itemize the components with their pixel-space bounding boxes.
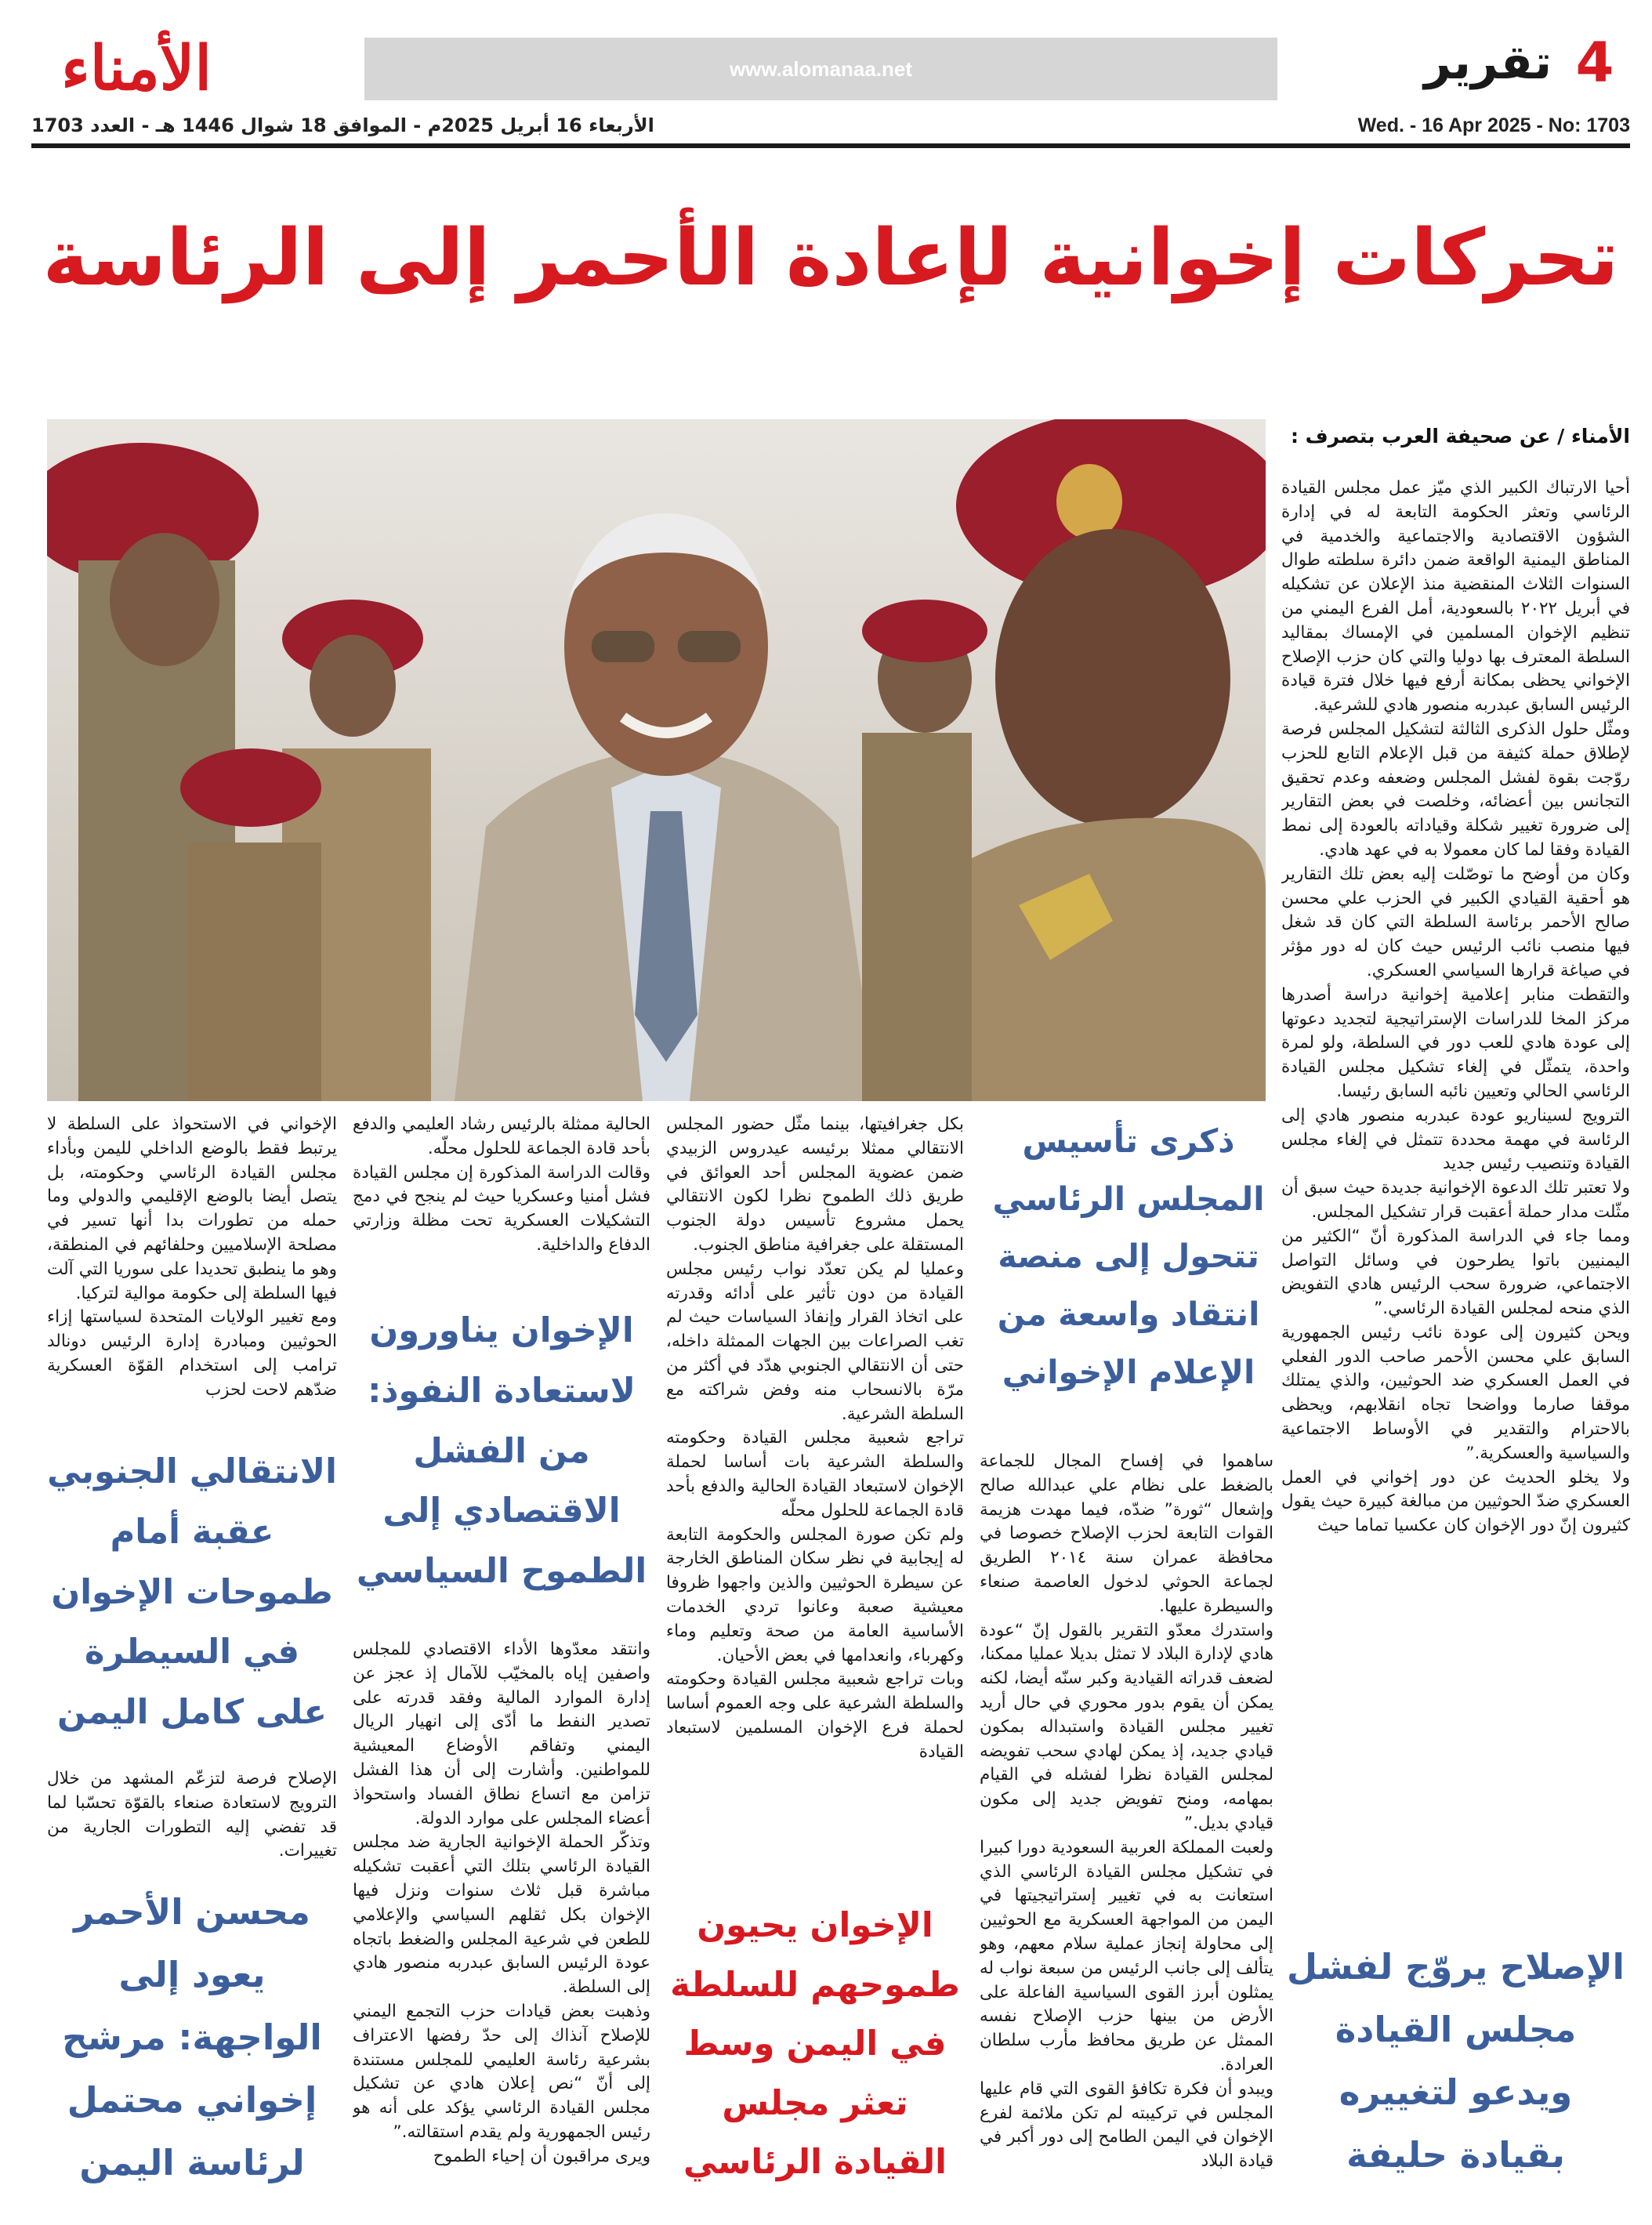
article-paragraph: ومثّل حلول الذكرى الثالثة لتشكيل المجلس فرصة لإطلاق حملة كثيفة من قبل الإعلام التابع للحزب روّجت بقوة لفشل المجلس وضعفه وعدم تحقيق التجانس بين أعضائه، وخلصت في بعض التقارير إلى ضرورة تغيير شكلة وقياداته بالعودة إلى نمط القيادة وفقا لما كان معمولا به في عهد هادي. <box>1281 719 1630 860</box>
website-url[interactable]: www.alomanaa.net <box>729 57 913 81</box>
news-photo-icon <box>47 419 1266 1101</box>
article-column-3 <box>666 1113 964 1889</box>
article-paragraph: ساهموا في إفساح المجال للجماعة بالضغط على نظام علي عبدالله صالح وإشعال “ثورة” ضدّه، فيما مهدت هزيمة القوات التابعة لحزب الإصلاح خصوصا في محافظة عمران سنة ٢٠١٤ الطريق لجماعة الحوثي لدخول العاصمة صنعاء والسيطرة عليها. <box>980 1451 1273 1616</box>
article-paragraph: وانتقد معدّوها الأداء الاقتصادي للمجلس واصفين إياه بالمخيّب للآمال إذ عجز عن إدارة الموارد المالية وفقد قدرته على تصدير النفط ما أدّى إلى انهيار الريال اليمني وتفاقم الأوضاع المعيشية للمواطنين. وأشارت إلى أن هذا الفشل تزامن مع اتساع نطاق الفساد واستحواذ أعضاء المجلس على موارد الدولة. <box>353 1640 650 1828</box>
article-paragraph: وتذكّر الحملة الإخوانية الجارية ضد مجلس القيادة الرئاسي بتلك التي أعقبت تشكيله مباشرة قبل ثلاث سنوات ونزل فيها الإخوان بكل ثقلهم السياسي والإعلامي للطعن في شرعية المجلس والضغط باتجاه عودة الرئيس السابق عبدربه منصور هادي إلى السلطة. <box>353 1832 650 1998</box>
article-paragraph: ويبدو أن فكرة تكافؤ القوى التي قام عليها المجلس في تركيبته لم تكن ملائمة لفرع الإخوان في اليمن الطامح إلى دور أكبر في قيادة البلاد <box>980 2078 1273 2172</box>
subhead-brotherhood-maneuver: الإخوان يناورون لاستعادة النفوذ: من الفشل الاقتصادي إلى الطموح السياسي <box>356 1311 647 1592</box>
article-paragraph: ومما جاء في الدراسة المذكورة أنّ “الكثير من اليمنيين باتوا يطرحون في وسائل التواصل الاجتماعي، ضرورة سحب الرئيس هادي التفويض الذي منحه لمجلس القيادة الرئاسي.” <box>1281 1226 1630 1319</box>
subhead-brotherhood-revive: الإخوان يحيون طموحهم للسلطة في اليمن وسط تعثر مجلس القيادة الرئاسي <box>670 1906 960 2183</box>
article-paragraph: وذهبت بعض قيادات حزب التجمع اليمني للإصلاح آنذاك إلى حدّ رفضها الاعتراف بشرعية رئاسة العليمي للمجلس مستندة إلى أنّ “نص إعلان هادي عن تشكيل مجلس القيادة الرئاسي يؤكد على أنه هو رئيس الجمهورية ولم يقدم استقالته.” <box>353 2001 650 2142</box>
date-english: Wed. - 16 Apr 2025 - No: 1703 <box>1357 114 1630 136</box>
article-column-4-bottom <box>353 1638 650 2214</box>
article-paragraph: ويرى مراقبون أن إحياء الطموح <box>433 2146 650 2166</box>
article-paragraph: ولم تكن صورة المجلس والحكومة التابعة له إيجابية في نظر سكان المناطق الخارجة عن سيطرة الحوثيين والذين واجهوا ظروفا معيشية صعبة وعانوا تردي الخدمات الأساسية العامة من صحة وتعليم وماء وكهرباء، وانعدامها في بعض الأحيان. <box>666 1524 964 1665</box>
article-paragraph: أحيا الارتباك الكبير الذي ميّز عمل مجلس القيادة الرئاسي وتعثر الحكومة التابعة له في إدارة الشؤون الاقتصادية والاجتماعية والخدمية في المناطق اليمنية الواقعة ضمن دائرة سلطته طوال السنوات الثلاث المنقضية منذ الإعلان عن تشكيله في أبريل ٢٠٢٢ بالسعودية، أمل الفرع اليمني من تنظيم الإخوان المسلمين في الإمساك بمقاليد السلطة المعترف بها دوليا والتي كان حزب الإصلاح الإخواني يحظى بمكانة أرفع فيها خلال فترة قيادة الرئيس السابق عبدربه منصور هادي للشرعية. <box>1281 478 1630 716</box>
byline: الأمناء / عن صحيفة العرب بتصرف : <box>1290 425 1630 448</box>
article-paragraph: ويحن كثيرون إلى عودة نائب رئيس الجمهورية السابق علي محسن الأحمر صاحب الدور الفعلي في العمل العسكري ضد الحوثيين، والذي يمتلك موقفا صارما وواضحا تجاه انقلابهم، ويحظى بالاحترام والتقدير في الأوساط الاجتماعية والسياسية والعسكرية.” <box>1281 1322 1630 1463</box>
article-column-5-bottom <box>47 1767 337 1865</box>
header-divider <box>31 143 1630 148</box>
article-column-1 <box>1281 477 1630 1930</box>
article-paragraph: واستدرك معدّو التقرير بالقول إنّ “عودة هادي لإدارة البلاد لا تمثل بديلا عمليا ممكنا، لضعف قدراته القيادية وكبر سنّه أيضا، لكنه يمكن أن يقوم بدور محوري في حال أريد تغيير مجلس القيادة واستبداله بمكون قيادي جديد، إذ يمكن لهادي سحب تفويضه لمجلس القيادة نظرا لفشله في القيام بمهامه، ومنح تفويض جديد إلى مكون قيادي بديل.” <box>980 1620 1273 1833</box>
news-photo <box>47 419 1266 1101</box>
subhead-reform-promotes: الإصلاح يروّج لفشل مجلس القيادة ويدعو لتغييره بقيادة حليفة <box>1287 1946 1625 2176</box>
subhead-council-anniversary: ذكرى تأسيس المجلس الرئاسي تتحول إلى منصة انتقاد واسعة من الإعلام الإخواني <box>992 1122 1265 1391</box>
date-arabic: الأربعاء 16 أبريل 2025م - الموافق 18 شوال 1446 هـ - العدد 1703 <box>31 114 654 136</box>
page-number: 4 <box>1575 31 1614 95</box>
article-column-2 <box>980 1450 1273 2214</box>
article-column-4-top <box>353 1113 650 1289</box>
section-title: تقرير <box>1424 35 1552 90</box>
article-paragraph: تراجع شعبية مجلس القيادة وحكومته والسلطة الشرعية بات أساسا لحملة الإخوان لاستبعاد القيادة الحالية والدفع بأحد قادة الجماعة للحلول محلّه <box>666 1428 964 1520</box>
subhead-mohsen-ahmar: محسن الأحمر يعود إلى الواجهة: مرشح إخواني محتمل لرئاسة اليمن <box>62 1891 322 2183</box>
article-paragraph: وبات تراجع شعبية مجلس القيادة وحكومته والسلطة الشرعية على وجه العموم أساسا لحملة فرع الإخوان المسلمين لاستبعاد القيادة <box>666 1669 964 1762</box>
article-paragraph: وقالت الدراسة المذكورة إن مجلس القيادة فشل أمنيا وعسكريا حيث لم ينجح في دمج التشكيلات العسكرية تحت مظلة وزارتي الدفاع والداخلية. <box>353 1162 650 1255</box>
article-paragraph: ولعبت المملكة العربية السعودية دورا كبيرا في تشكيل مجلس القيادة الرئاسي الذي استعانت به في تغيير إستراتيجيتها في اليمن من المواجهة العسكرية مع الحوثيين إلى محاولة إنجاز عملية سلام معهم، وهو يتألف إلى جانب الرئيس من سبعة نواب له يمثلون أبرز القوى السياسية الفاعلة على الأرض من بينها حزب الإصلاح نفسه الممثل عن طريق محافظ مأرب سلطان العرادة. <box>980 1837 1273 2075</box>
article-paragraph: الحالية ممثلة بالرئيس رشاد العليمي والدفع بأحد قادة الجماعة للحلول محلّه. <box>353 1114 650 1158</box>
article-paragraph: الإخواني في الاستحواذ على السلطة لا يرتبط فقط بالوضع الداخلي لليمن وبأداء مجلس القيادة الرئاسي وحكومته، بل يتصل أيضا بالوضع الإقليمي والدولي وما حمله من تطورات بدا أنها تسير في مصلحة الإسلاميين وحلفائهم في المنطقة، وهو ما ينطبق تحديدا على سوريا التي آلت فيها السلطة إلى حكومة موالية لتركيا. <box>47 1114 337 1303</box>
subhead-southern-transitional: الانتقالي الجنوبي عقبة أمام طموحات الإخوان في السيطرة على كامل اليمن <box>47 1452 337 1733</box>
article-paragraph: والتقطت منابر إعلامية إخوانية دراسة أصدرها مركز المخا للدراسات الإستراتيجية لتجديد دعوتها إلى عودة هادي للعب دور في السلطة، ولو لمرة واحدة، يتمثّل في إلغاء تشكيل مجلس القيادة الرئاسي الحالي وتعيين نائبه السابق رئيسا. <box>1281 984 1630 1101</box>
article-paragraph: ولا يخلو الحديث عن دور إخواني في العمل العسكري ضدّ الحوثيين من مبالغة كبيرة حيث يقول كثيرون إنّ دور الإخوان كان عكسيا تماما حيث <box>1281 1467 1630 1536</box>
article-paragraph: الإصلاح فرصة لتزعّم المشهد من خلال الترويج لاستعادة صنعاء بالقوّة تحسّبا لما قد تفضي إليه التطورات الجارية من تغييرات. <box>47 1769 337 1861</box>
article-paragraph: بكل جغرافيتها، بينما مثّل حضور المجلس الانتقالي ممثلا برئيسه عيدروس الزبيدي ضمن عضوية المجلس أحد العوائق في طريق ذلك الطموح نظرا لكون الانتقالي يحمل مشروع تأسيس دولة الجنوب المستقلة على جغرافية مناطق الجنوب. <box>666 1114 964 1255</box>
article-paragraph: ولا تعتبر تلك الدعوة الإخوانية جديدة حيث سبق أن مثّلت مدار حملة أعقبت قرار تشكيل المجلس. <box>1281 1178 1630 1222</box>
article-paragraph: ومع تغيير الولايات المتحدة لسياستها إزاء الحوثيين ومبادرة إدارة الرئيس دونالد ترامب إلى استخدام القوّة العسكرية ضدّهم لاحت لحزب <box>47 1307 337 1400</box>
article-column-5-top <box>47 1113 337 1426</box>
article-paragraph: وعمليا لم يكن تعدّد نواب رئيس مجلس القيادة من دون تأثير على أدائه وقدرته على اتخاذ القرار وإنفاذ السياسات حيث لم تغب الصراعات بين الجهات الممثلة داخله، حتى أن الانتقالي الجنوبي هدّد في أكثر من مرّة بالانسحاب منه وفض شراكته مع السلطة الشرعية. <box>666 1259 964 1424</box>
newspaper-logo: الأمناء <box>61 33 212 104</box>
main-headline: تحركات إخوانية لإعادة الأحمر إلى الرئاسة <box>42 213 1619 303</box>
article-paragraph: الترويج لسيناريو عودة عبدربه منصور هادي إلى الرئاسة في مهمة محددة تتمثل في إلغاء مجلس القيادة وتنصيب رئيس جديد <box>1281 1105 1630 1174</box>
article-paragraph: وكان من أوضح ما توصّلت إليه بعض تلك التقارير هو أحقية القيادي الكبير في الحزب علي محسن صالح الأحمر برئاسة السلطة التي كان قد شغل فيها منصب نائب الرئيس حيث كان له دور مؤثر في صياغة قرارها السياسي العسكري. <box>1281 864 1630 980</box>
